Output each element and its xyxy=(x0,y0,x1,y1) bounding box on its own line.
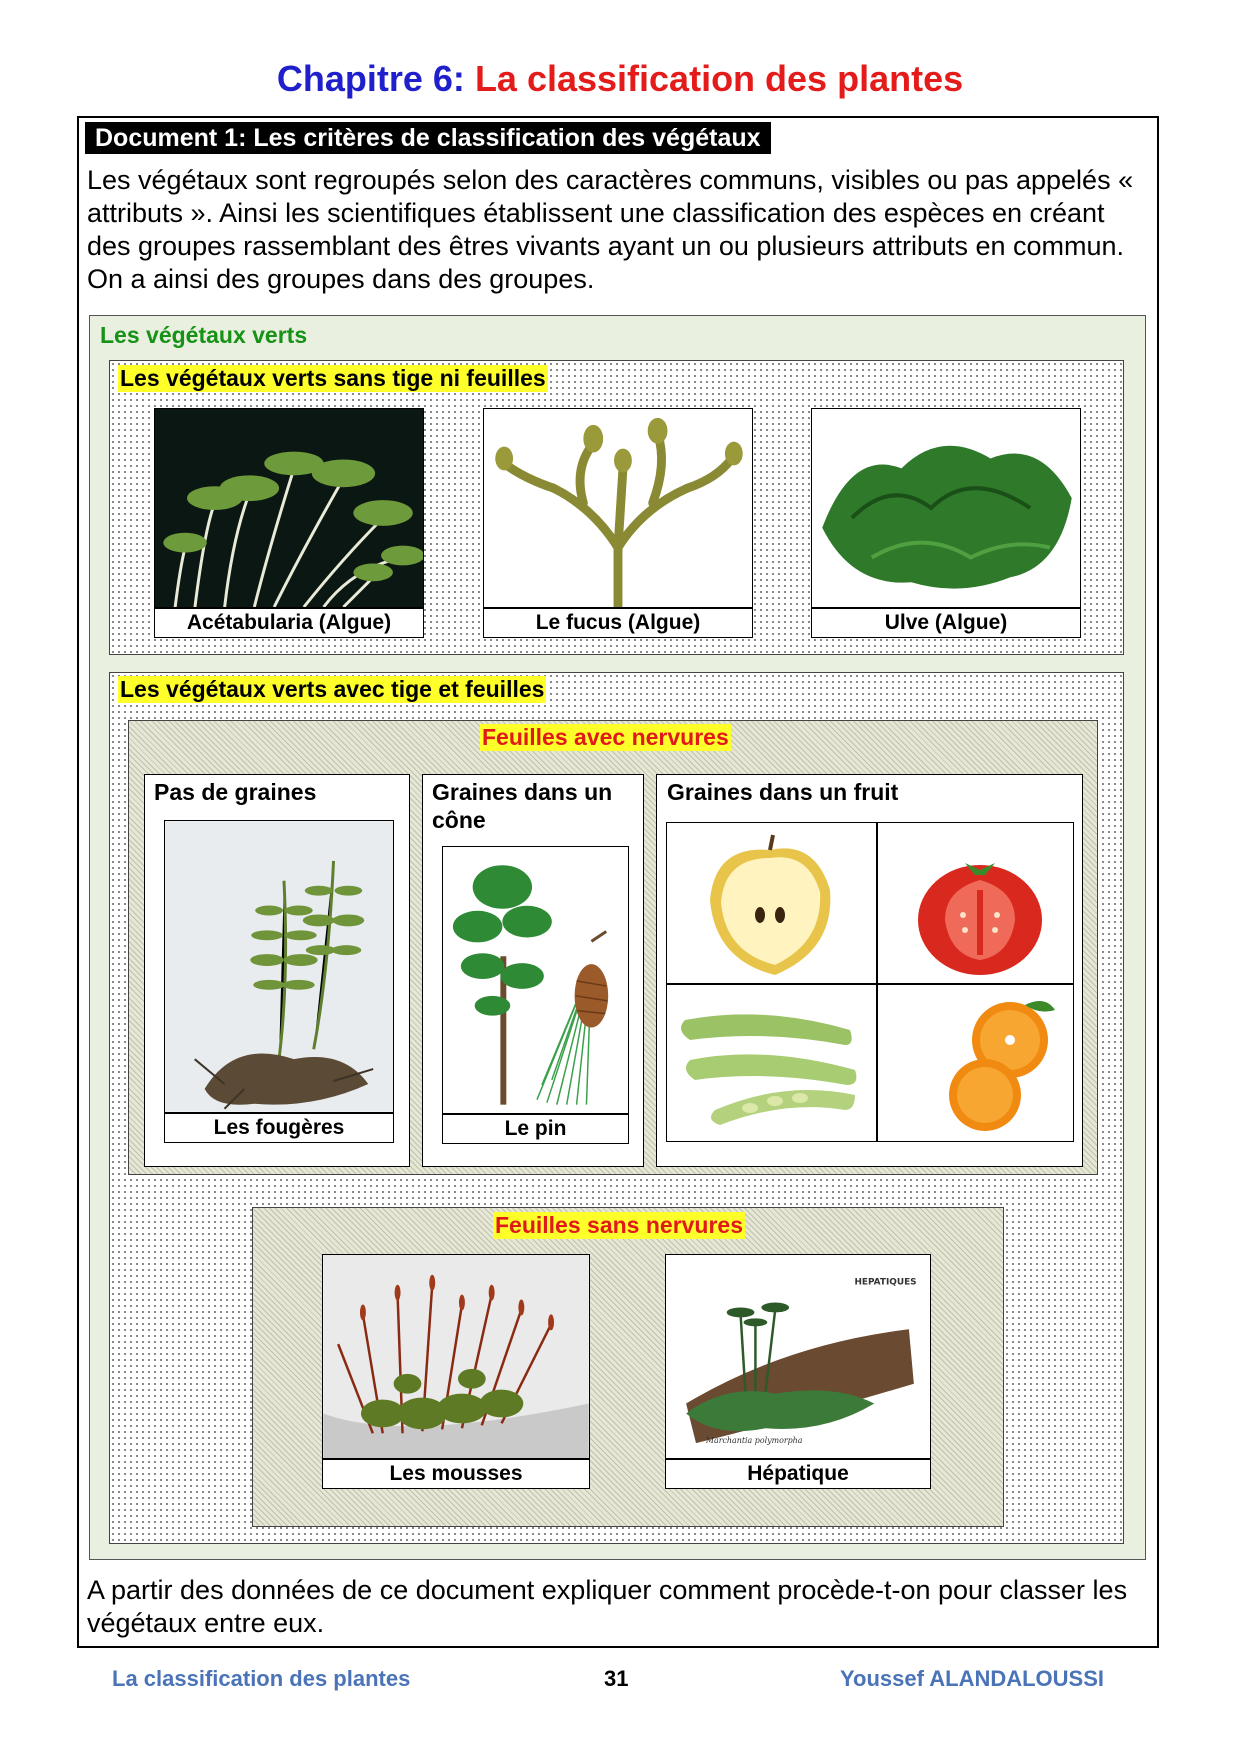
intro-paragraph: Les végétaux sont regroupés selon des caractères communs, visibles ou pas appelés « attributs ». Ainsi les scientifiques établissent une classification des espèces en créant des groupes rassemblant des êtres vivants ayant un ou plusieurs attributs en commun. On a ainsi des groupes dans des groupes. xyxy=(87,165,1134,294)
page-title xyxy=(0,58,1240,100)
fern-photo xyxy=(164,820,394,1113)
fruit-grid-divider xyxy=(876,822,878,1142)
no-seeds-title: Pas de graines xyxy=(154,779,317,805)
acetabularia-caption: Acétabularia (Algue) xyxy=(154,608,424,638)
liverwort-drawing xyxy=(665,1254,931,1459)
fucus-photo xyxy=(483,408,753,608)
with-stem-title: Les végétaux verts avec tige et feuilles xyxy=(120,676,545,702)
cone-seeds-title: Graines dans un cône xyxy=(432,779,613,833)
ulva-caption: Ulve (Algue) xyxy=(811,608,1081,638)
apple-photo xyxy=(695,830,845,980)
ulva-photo xyxy=(811,408,1081,608)
bean-pods-photo xyxy=(675,1000,865,1130)
moss-caption: Les mousses xyxy=(322,1459,590,1489)
fucus-caption: Le fucus (Algue) xyxy=(483,608,753,638)
chapter-title: La classification des plantes xyxy=(474,58,964,99)
fruit-grid-divider xyxy=(666,983,1074,985)
page-number: 31 xyxy=(604,1666,629,1691)
liverwort-heading-text: HEPATIQUES xyxy=(854,1277,917,1288)
tomato-photo xyxy=(905,835,1055,980)
fruit-seeds-title: Graines dans un fruit xyxy=(667,779,899,805)
footer-left: La classification des plantes xyxy=(112,1666,411,1691)
no-stem-title: Les végétaux verts sans tige ni feuilles xyxy=(120,365,546,391)
veined-leaves-title: Feuilles avec nervures xyxy=(482,724,729,750)
liverwort-species-text: Marchantia polymorpha xyxy=(705,1436,803,1446)
acetabularia-photo xyxy=(154,408,424,608)
question-paragraph: A partir des données de ce document expliquer comment procède-t-on pour classer les végétaux entre eux. xyxy=(87,1575,1128,1638)
green-plants-title: Les végétaux verts xyxy=(100,322,308,348)
orange-photo xyxy=(915,990,1065,1135)
pine-caption: Le pin xyxy=(442,1114,629,1144)
unveined-leaves-title: Feuilles sans nervures xyxy=(495,1212,744,1238)
moss-photo xyxy=(322,1254,590,1459)
pine-drawing xyxy=(442,846,629,1114)
document-label: Document 1: Les critères de classification des végétaux xyxy=(85,122,771,154)
footer-author: Youssef ALANDALOUSSI xyxy=(840,1666,1105,1691)
fern-caption: Les fougères xyxy=(164,1113,394,1143)
liverwort-caption: Hépatique xyxy=(665,1459,931,1489)
chapter-label: Chapitre 6: xyxy=(276,58,465,99)
